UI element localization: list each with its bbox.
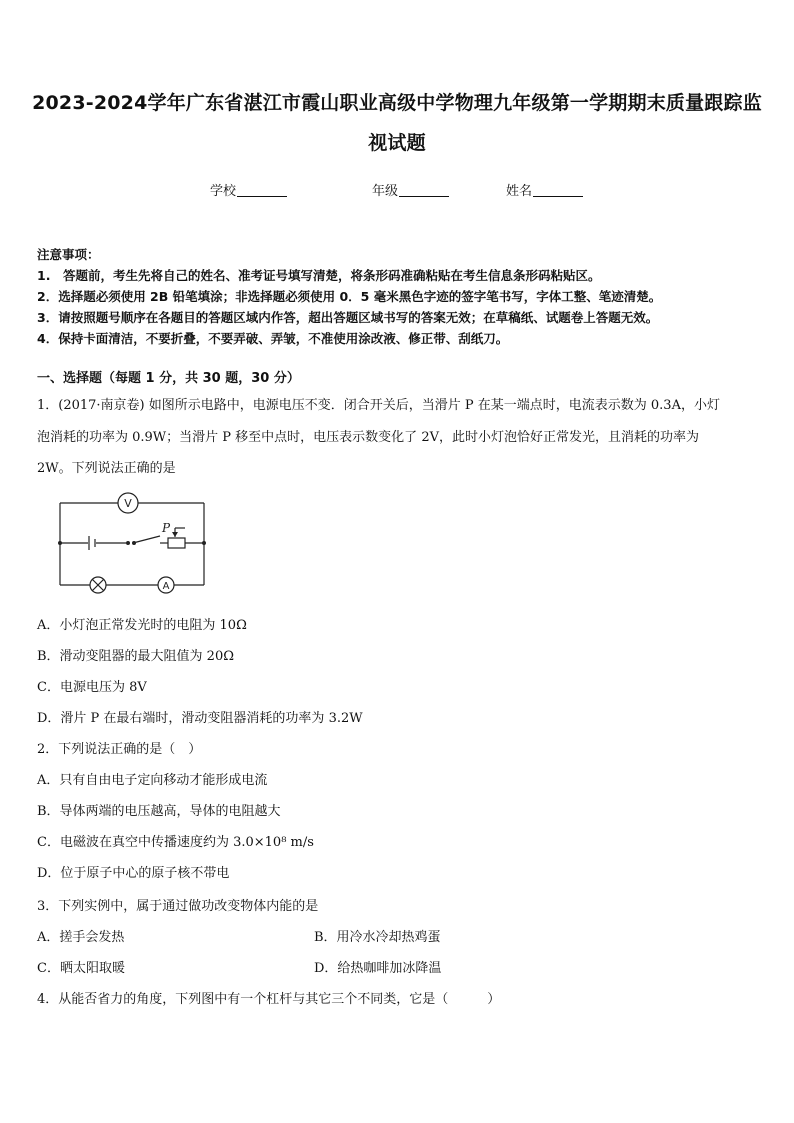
q1-stem-line-2: 泡消耗的功率为 0.9W；当滑片 P 移至中点时，电压表示数变化了 2V，此时小灯泡恰好正常发光，且消耗的功率为 [37,430,699,445]
q2-stem: 2．下列说法正确的是（ ） [37,742,202,757]
notes-heading: 注意事项： [37,247,100,262]
notes-item-1: 1. 答题前，考生先将自己的姓名、准考证号填写清楚，将条形码准确粘贴在考生信息条形码粘贴区。 [37,268,601,283]
q3-option-a: A．搓手会发热 [37,930,125,945]
notes-item-3: 3．请按照题号顺序在各题目的答题区域内作答，超出答题区域书写的答案无效；在草稿纸、试题卷上答题无效。 [37,310,659,325]
school-blank [237,183,287,197]
grade-label: 年级 [372,184,399,199]
q1-stem-line-3: 2W。下列说法正确的是 [37,461,176,476]
junction-dot-right [202,541,206,545]
name-label: 姓名 [506,184,533,199]
q1-option-d: D．滑片 P 在最右端时，滑动变阻器消耗的功率为 3.2W [37,711,363,726]
q1-option-c: C．电源电压为 8V [37,680,147,695]
q2-option-b: B．导体两端的电压越高，导体的电阻越大 [37,804,281,819]
switch-pivot [132,541,136,545]
q3-option-b: B．用冷水冷却热鸡蛋 [314,930,441,945]
notes-block [37,244,661,349]
notes-item-4: 4．保持卡面清洁，不要折叠，不要弄破、弄皱，不准使用涂改液、修正带、刮纸刀。 [37,331,509,346]
q1-stem-line-1: 1．(2017·南京卷) 如图所示电路中，电源电压不变．闭合开关后，当滑片 P 在某一端点时，电流表示数为 0.3A，小灯 [37,398,720,413]
voltmeter-label: V [124,497,132,510]
q3-option-c: C．晒太阳取暖 [37,961,125,976]
grade-blank [399,183,449,197]
junction-dot-left [58,541,62,545]
q3-stem: 3．下列实例中，属于通过做功改变物体内能的是 [37,899,319,914]
q2-option-d: D．位于原子中心的原子核不带电 [37,866,230,881]
slider-arrow [172,532,178,537]
q3-option-d: D．给热咖啡加冰降温 [314,961,442,976]
q2-option-c: C．电磁波在真空中传播速度约为 3.0×10⁸ m/s [37,835,314,850]
exam-title-line-2: 视试题 [368,132,426,154]
circuit-diagram [44,488,214,600]
section-heading: 一、选择题（每题 1 分，共 30 题，30 分） [37,371,300,386]
q4-stem: 4．从能否省力的角度，下列图中有一个杠杆与其它三个不同类，它是（ ） [37,992,501,1007]
q2-option-a: A．只有自由电子定向移动才能形成电流 [37,773,268,788]
slider-label: P [162,521,171,535]
school-label: 学校 [210,184,237,199]
notes-item-2: 2．选择题必须使用 2B 铅笔填涂；非选择题必须使用 0．5 毫米黑色字迹的签字笔书写，字体工整、笔迹清楚。 [37,289,662,304]
exam-title-line-1: 2023-2024学年广东省湛江市霞山职业高级中学物理九年级第一学期期末质量跟踪监 [32,92,762,114]
name-blank [533,183,583,197]
school-field [210,180,287,199]
q1-option-a: A．小灯泡正常发光时的电阻为 10Ω [37,618,247,633]
ammeter-label: A [162,581,170,592]
switch-contact [126,541,130,545]
grade-field [372,180,449,199]
q1-option-b: B．滑动变阻器的最大阻值为 20Ω [37,649,235,664]
name-field [506,180,583,199]
